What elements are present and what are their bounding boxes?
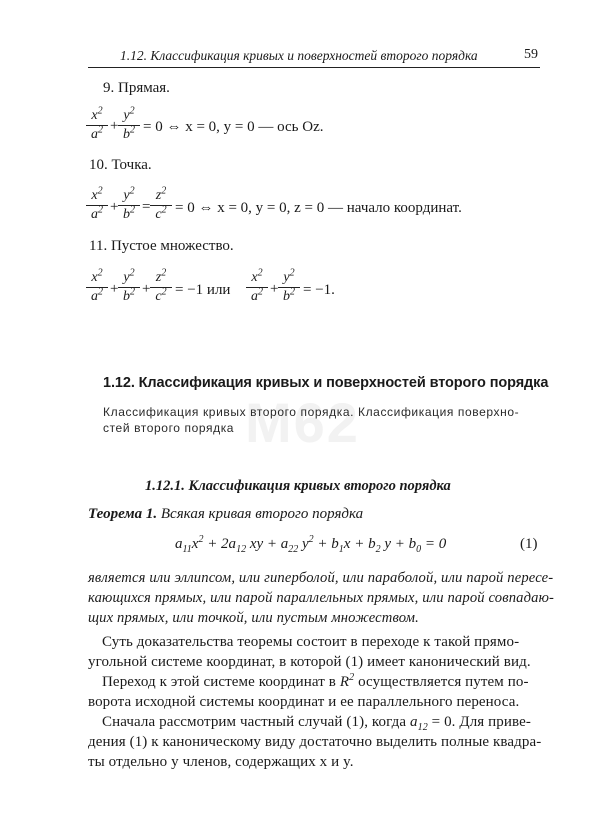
body-line-7: ты отдельно у членов, содержащих x и y. xyxy=(88,754,354,770)
theorem-label: Теорема 1. xyxy=(88,506,158,522)
body-line-5 xyxy=(88,714,531,731)
body-line-4: ворота исходной системы координат и ее параллельного переноса. xyxy=(88,694,520,710)
fraction-y2-b2: $y^2$ $b^2$ xyxy=(118,108,140,143)
body-line-6: дения (1) к каноническому виду достаточно выделить полные квадра- xyxy=(88,734,542,750)
theorem-line-2: кающихся прямых, или парой параллельных прямых, или парой совпадаю- xyxy=(88,590,555,606)
header-rule xyxy=(88,67,540,68)
body-line-2: угольной системе координат, в которой (1) имеет канонический вид. xyxy=(88,654,531,670)
fraction-x2-a2-second: $x^2$ $a^2$ xyxy=(246,270,268,305)
body-line-5-start: Сначала рассмотрим частный случай (1), когда xyxy=(102,714,407,730)
formula-10-tail: = 0 ⇔ x = 0, y = 0, z = 0 — начало координат. xyxy=(175,200,462,216)
item-11-label: 11. Пустое множество. xyxy=(89,238,234,254)
fraction-z2-c2: $z^2$ $c^2$ xyxy=(150,270,172,305)
theorem-line-1: является или эллипсом, или гиперболой, или параболой, или парой пересе- xyxy=(88,570,554,586)
item-10-label: 10. Точка. xyxy=(89,157,152,173)
fraction-x2-a2: $x^2$ $a^2$ xyxy=(86,270,108,305)
fraction-z2-c2: $z^2$ $c^2$ xyxy=(150,188,172,223)
body-line-1: Суть доказательства теоремы состоит в переходе к такой прямо- xyxy=(102,634,520,650)
fraction-y2-b2-second: $y^2$ $b^2$ xyxy=(278,270,300,305)
r2-symbol: $R^2$ xyxy=(339,672,355,690)
formula-11-mid: = −1 или xyxy=(175,282,231,298)
section-abstract-line-2: стей второго порядка xyxy=(103,421,235,435)
fraction-y2-b2: $y^2$ $b^2$ xyxy=(118,188,140,223)
theorem-statement xyxy=(88,506,363,523)
a12-symbol: $a_{12}$ xyxy=(409,714,428,733)
theorem-text: Всякая кривая второго порядка xyxy=(160,506,364,522)
body-line-3 xyxy=(88,674,529,691)
book-page: 1.12. Классификация кривых и поверхностей второго порядка 59 9. Прямая. $x^2$ $a^2$ + $y^2$ $b^2$ = 0 ⇔ x = 0, y = 0 — ось Oz. 10. Точка. $x^2$ $a^2$ + $y^2$ $b^2$ = $z^2$ $c^2$ = 0 ⇔ x = 0, y = 0, z = 0 — начало координат. 11. Пустое множество. $x^2$ $a^2$ + $y^2$ $b^2$ + $z^2$ $c^2$ = −1 или $x^2$ $a^2$ + $y^2$ $b^2$ = −1. M62 1.12. Классификация кривых и поверхностей второго порядка Классификация кривых второго порядка. Классификация поверхно- стей второго порядка 1.12.1. Классификация кривых второго порядка Теорема 1. Всякая кривая второго порядка $a_{11}x^2 + 2a_{12}$ xy + $a_{22}$ $y^2 + b_1x + b_2$ $y + b_0 = 0$ (1) является или эллипсом, или гиперболой, или параболой, или парой пересе- кающихся прямых, или парой параллельных прямых, или парой совпадаю- щих прямых, или точкой, или пустым множеством. Суть доказательства теоремы состоит в переходе к такой прямо- угольной системе координат, в которой (1) имеет канонический вид. Переход к этой системе координат в $R^2$ осуществляется путем по- ворота исходной системы координат и ее параллельного переноса. Сначала рассмотрим частный случай (1), когда $a_{12} = 0$. Для приве- дения (1) к каноническому виду достаточно выделить полные квадра- ты отдельно у членов, содержащих x и y. xyxy=(88,47,555,770)
general-curve-equation: $a_{11}x^2 + 2a_{12}$ xy + $a_{22}$ $y^2 + b_1x + b_2$ $y + b_0 = 0$ xyxy=(175,534,447,555)
section-abstract-line-1: Классификация кривых второго порядка. Классификация поверхно- xyxy=(103,405,520,419)
item-9-label: 9. Прямая. xyxy=(103,80,170,96)
section-title: 1.12. Классификация кривых и поверхностей второго порядка xyxy=(103,375,549,391)
page-number: 59 xyxy=(524,47,538,62)
equation-number: (1) xyxy=(520,536,538,552)
subsection-title: 1.12.1. Классификация кривых второго порядка xyxy=(145,478,451,494)
theorem-line-3: щих прямых, или точкой, или пустым множеством. xyxy=(88,610,419,626)
fraction-y2-b2: $y^2$ $b^2$ xyxy=(118,270,140,305)
watermark: M62 xyxy=(245,391,360,454)
fraction-x2-a2: $x^2$ $a^2$ xyxy=(86,188,108,223)
running-header-title: 1.12. Классификация кривых и поверхностей второго порядка xyxy=(120,48,478,63)
formula-11-tail: = −1. xyxy=(303,282,335,298)
body-line-3-end: осуществляется путем по- xyxy=(358,674,529,690)
fraction-x2-a2: $x^2$ $a^2$ xyxy=(86,108,108,143)
body-line-5-end: = 0. Для приве- xyxy=(431,714,531,730)
formula-9-tail: = 0 ⇔ x = 0, y = 0 — ось Oz. xyxy=(143,119,324,135)
body-line-3-start: Переход к этой системе координат в xyxy=(102,674,336,690)
